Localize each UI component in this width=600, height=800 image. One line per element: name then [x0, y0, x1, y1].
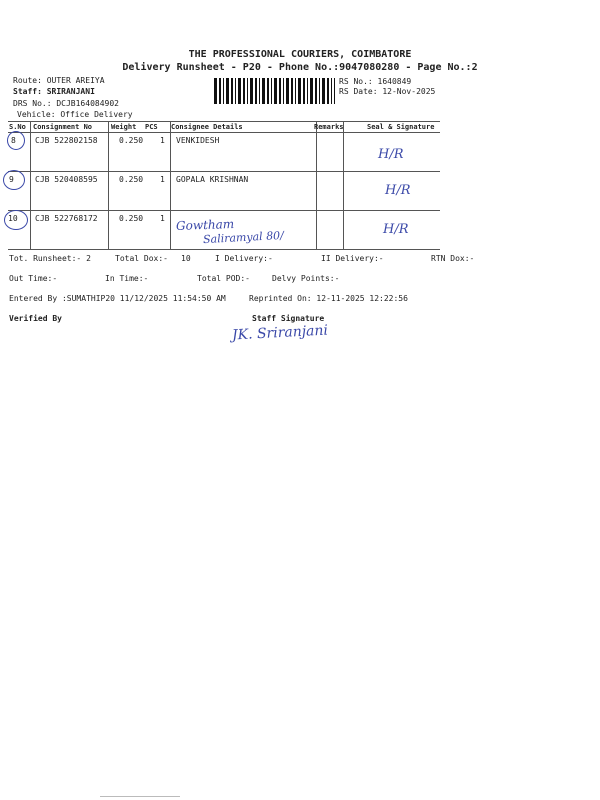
row-sno: 8 — [11, 136, 16, 145]
row-sno: 10 — [8, 214, 18, 223]
rtn-dox: RTN Dox:- — [431, 254, 475, 263]
row-pcs: 1 — [160, 214, 165, 223]
in-time: In Time:- — [105, 274, 149, 283]
row-seal-handwritten: H/R — [383, 222, 409, 237]
row-weight: 0.250 — [119, 136, 144, 145]
sno-circle — [7, 131, 25, 150]
barcode-image — [214, 78, 335, 104]
col-remarks: Remarks — [314, 123, 344, 131]
row-sno: 9 — [9, 175, 14, 184]
row-consignee-handwritten: Saliramyal 80/ — [202, 228, 285, 247]
row-consignee: GOPALA KRISHNAN — [176, 175, 249, 184]
drs-number: DRS No.: DCJB164084902 — [13, 99, 119, 108]
row-seal-handwritten: H/R — [378, 147, 404, 162]
staff-signature-label: Staff Signature — [252, 314, 325, 323]
entered-by: Entered By :SUMATHIP20 11/12/2025 11:54:50 AM — [9, 294, 226, 303]
staff-signature-handwritten: JK. Sriranjani — [231, 322, 329, 344]
total-pod: Total POD:- — [197, 274, 250, 283]
row-seal-handwritten: H/R — [385, 183, 411, 198]
total-dox-label: Total Dox:- — [115, 254, 168, 263]
row-weight: 0.250 — [119, 214, 144, 223]
out-time: Out Time:- — [9, 274, 58, 283]
col-weight: Weight — [111, 123, 137, 131]
row-consignee: VENKIDESH — [176, 136, 220, 145]
verified-by: Verified By — [9, 314, 62, 323]
route-label: Route: OUTER AREIYA — [13, 76, 105, 85]
sno-circle — [3, 170, 25, 190]
staff-label: Staff: SRIRANJANI — [13, 87, 95, 96]
total-dox-value: 10 — [181, 254, 191, 263]
row-weight: 0.250 — [119, 175, 144, 184]
row-consignment: CJB 522802158 — [35, 136, 98, 145]
ii-delivery: II Delivery:- — [321, 254, 384, 263]
page-footer-rule — [100, 796, 180, 797]
col-sno: S.No — [9, 123, 26, 131]
reprinted-on: Reprinted On: 12-11-2025 12:22:56 — [249, 294, 408, 303]
row-pcs: 1 — [160, 175, 165, 184]
runsheet-subtitle: Delivery Runsheet - P20 - Phone No.:9047080280 - Page No.:2 — [122, 62, 478, 73]
col-pcs: PCS — [145, 123, 158, 131]
delvy-points: Delvy Points:- — [272, 274, 340, 283]
rs-number: RS No.: 1640849 — [339, 77, 412, 86]
col-consignment: Consignment No — [33, 123, 93, 131]
row-pcs: 1 — [160, 136, 165, 145]
i-delivery: I Delivery:- — [215, 254, 273, 263]
company-title: THE PROFESSIONAL COURIERS, COIMBATORE — [188, 49, 412, 60]
row-consignment: CJB 520408595 — [35, 175, 98, 184]
tot-runsheet: Tot. Runsheet:- 2 — [9, 254, 91, 263]
col-consignee: Consignee Details — [171, 123, 243, 131]
vehicle-label: Vehicle: Office Delivery — [17, 110, 133, 119]
row-consignment: CJB 522768172 — [35, 214, 98, 223]
col-seal-signature: Seal & Signature — [367, 123, 435, 131]
row-consignee-handwritten: Gowtham — [175, 216, 235, 234]
rs-date: RS Date: 12-Nov-2025 — [339, 87, 436, 96]
